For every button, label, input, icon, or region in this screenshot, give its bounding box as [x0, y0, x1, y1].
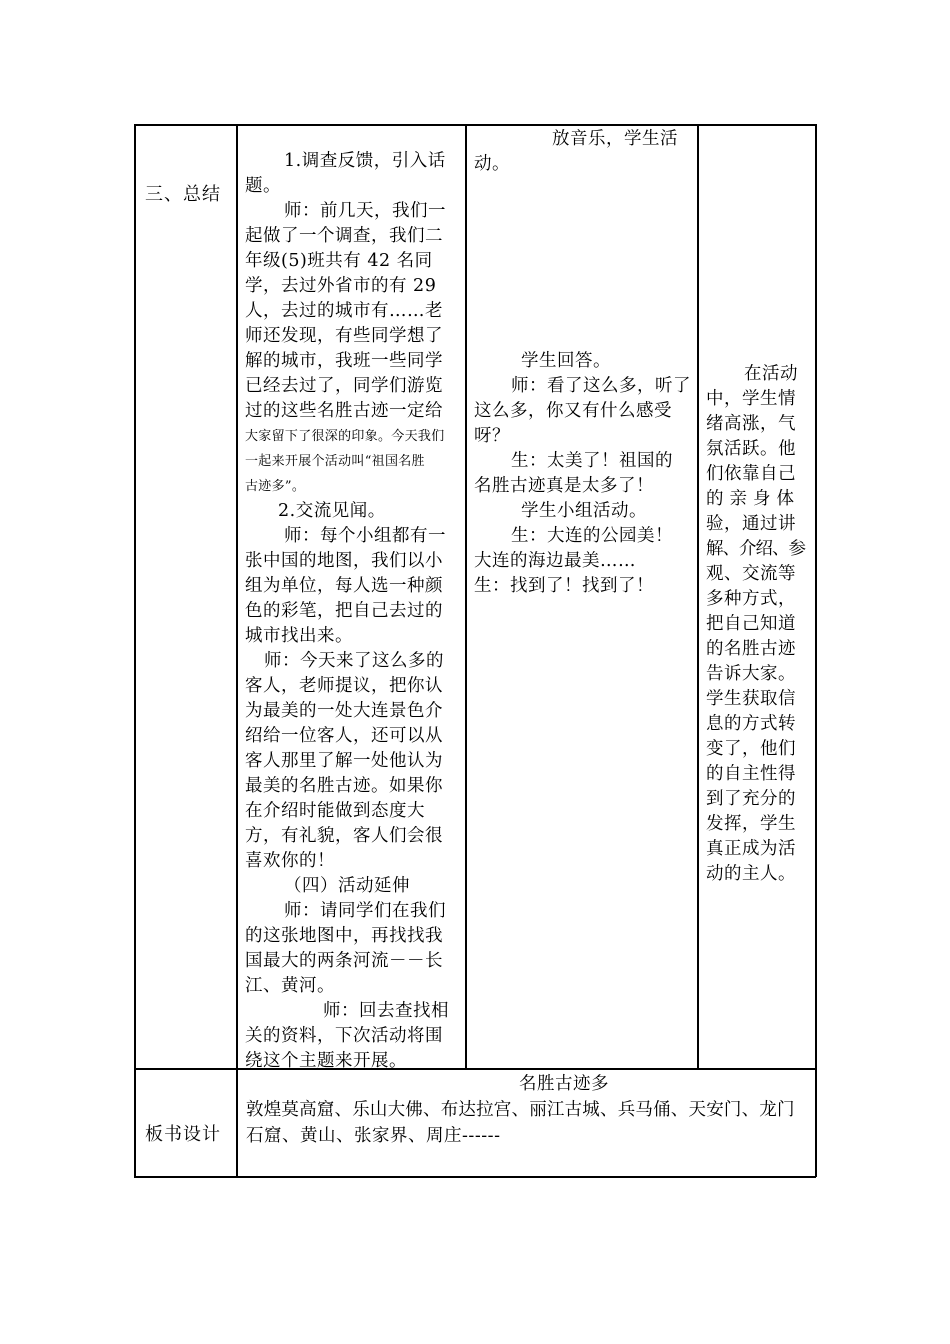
text-line: 客人那里了解一处他认为	[245, 751, 443, 771]
text-line: 名胜古迹真是太多了！	[474, 476, 654, 496]
text-line: 中，学生情	[706, 389, 796, 409]
text-line: 过的这些名胜古迹一定给	[245, 401, 443, 421]
board-line: 敦煌莫高窟、乐山大佛、布达拉宫、丽江古城、兵马俑、天安门、龙门	[246, 1100, 795, 1120]
text-line: 这么多，你又有什么感受	[474, 401, 672, 421]
text-line: 变了，他们	[706, 739, 796, 759]
column-divider-2	[465, 124, 467, 1069]
text-line: 发挥，学生	[706, 814, 796, 834]
text-line: 生：大连的公园美！	[511, 526, 673, 546]
text-line: 绍给一位客人，还可以从	[245, 726, 443, 746]
text-line: 观、交流等	[706, 564, 796, 584]
text-line: 放音乐，学生活	[552, 129, 678, 149]
text-line: 的自主性得	[706, 764, 796, 784]
text-line: 师：每个小组都有一	[284, 526, 446, 546]
text-line: 已经去过了，同学们游览	[245, 376, 443, 396]
text-line: 师：看了这么多，听了	[511, 376, 691, 396]
text-line: 的亲身体	[706, 489, 800, 509]
text-line: 国最大的两条河流－－长	[245, 951, 443, 971]
text-line: 动的主人。	[706, 864, 796, 884]
table-right-border	[815, 124, 817, 1177]
text-line: 城市找出来。	[245, 626, 353, 646]
column-divider-1	[236, 124, 238, 1177]
text-line: 2.交流见闻。	[278, 501, 386, 521]
text-line: 解的城市，我班一些同学	[245, 351, 443, 371]
board-design-label: 板书设计	[145, 1124, 221, 1145]
text-line: 为最美的一处大连景色介	[245, 701, 443, 721]
text-line: 喜欢你的！	[245, 851, 335, 871]
text-line: 1.调查反馈，引入话	[284, 151, 446, 171]
board-title: 名胜古迹多	[519, 1074, 609, 1094]
text-line: 师：前几天，我们一	[284, 201, 446, 221]
text-line: 张中国的地图，我们以小	[245, 551, 443, 571]
text-line: 绕这个主题来开展。	[245, 1051, 407, 1071]
text-line: 客人，老师提议，把你认	[245, 676, 443, 696]
text-line: 师：今天来了这么多的	[264, 651, 444, 671]
text-line: 人，去过的城市有……老	[245, 301, 443, 321]
text-line: 师：回去查找相	[323, 1001, 449, 1021]
text-line: 生：太美了！祖国的	[511, 451, 673, 471]
text-line: 告诉大家。	[706, 664, 796, 684]
text-line: 学生小组活动。	[521, 501, 647, 521]
text-line: 学，去过外省市的有 29	[245, 276, 437, 296]
text-line: 年级(5)班共有 42 名同	[245, 251, 433, 271]
text-line: 们依靠自己	[706, 464, 796, 484]
text-line: 学生获取信	[706, 689, 796, 709]
text-line: 绪高涨，气	[706, 414, 796, 434]
text-line: 呀？	[474, 426, 510, 446]
text-line: 解、介绍、参	[706, 539, 805, 559]
text-line: 把自己知道	[706, 614, 796, 634]
text-line: 的这张地图中，再找找我	[245, 926, 443, 946]
column-divider-3	[697, 124, 699, 1069]
text-line: 组为单位，每人选一种颜	[245, 576, 443, 596]
text-line: 学生回答。	[521, 351, 611, 371]
text-line: 氛活跃。他	[706, 439, 796, 459]
text-line: 大家留下了很深的印象。今天我们	[245, 429, 445, 444]
text-line: 关的资料，下次活动将围	[245, 1026, 443, 1046]
text-line: （四）活动延伸	[284, 876, 410, 896]
text-line: 一起来开展个活动叫“祖国名胜	[245, 454, 425, 469]
text-line: 真正成为活	[706, 839, 796, 859]
section-label: 三、总结	[145, 184, 221, 205]
text-line: 起做了一个调查，我们二	[245, 226, 443, 246]
text-line: 方，有礼貌，客人们会很	[245, 826, 443, 846]
text-line: 动。	[474, 154, 510, 174]
board-line: 石窟、黄山、张家界、周庄------	[246, 1126, 501, 1146]
text-line: 师还发现，有些同学想了	[245, 326, 443, 346]
text-line: 在介绍时能做到态度大	[245, 801, 425, 821]
text-line: 息的方式转	[706, 714, 796, 734]
text-line: 最美的名胜古迹。如果你	[245, 776, 443, 796]
text-line: 的名胜古迹	[706, 639, 796, 659]
text-line: 江、黄河。	[245, 976, 335, 996]
text-line: 在活动	[744, 364, 798, 384]
text-line: 古迹多”。	[245, 479, 306, 494]
text-line: 题。	[245, 176, 281, 196]
text-line: 生：找到了！找到了！	[474, 576, 654, 596]
text-line: 师：请同学们在我们	[284, 901, 446, 921]
text-line: 到了充分的	[706, 789, 796, 809]
table-left-border	[134, 124, 136, 1177]
text-line: 多种方式，	[706, 589, 796, 609]
text-line: 验，通过讲	[706, 514, 796, 534]
text-line: 色的彩笔，把自己去过的	[245, 601, 443, 621]
text-line: 大连的海边最美……	[474, 551, 636, 571]
